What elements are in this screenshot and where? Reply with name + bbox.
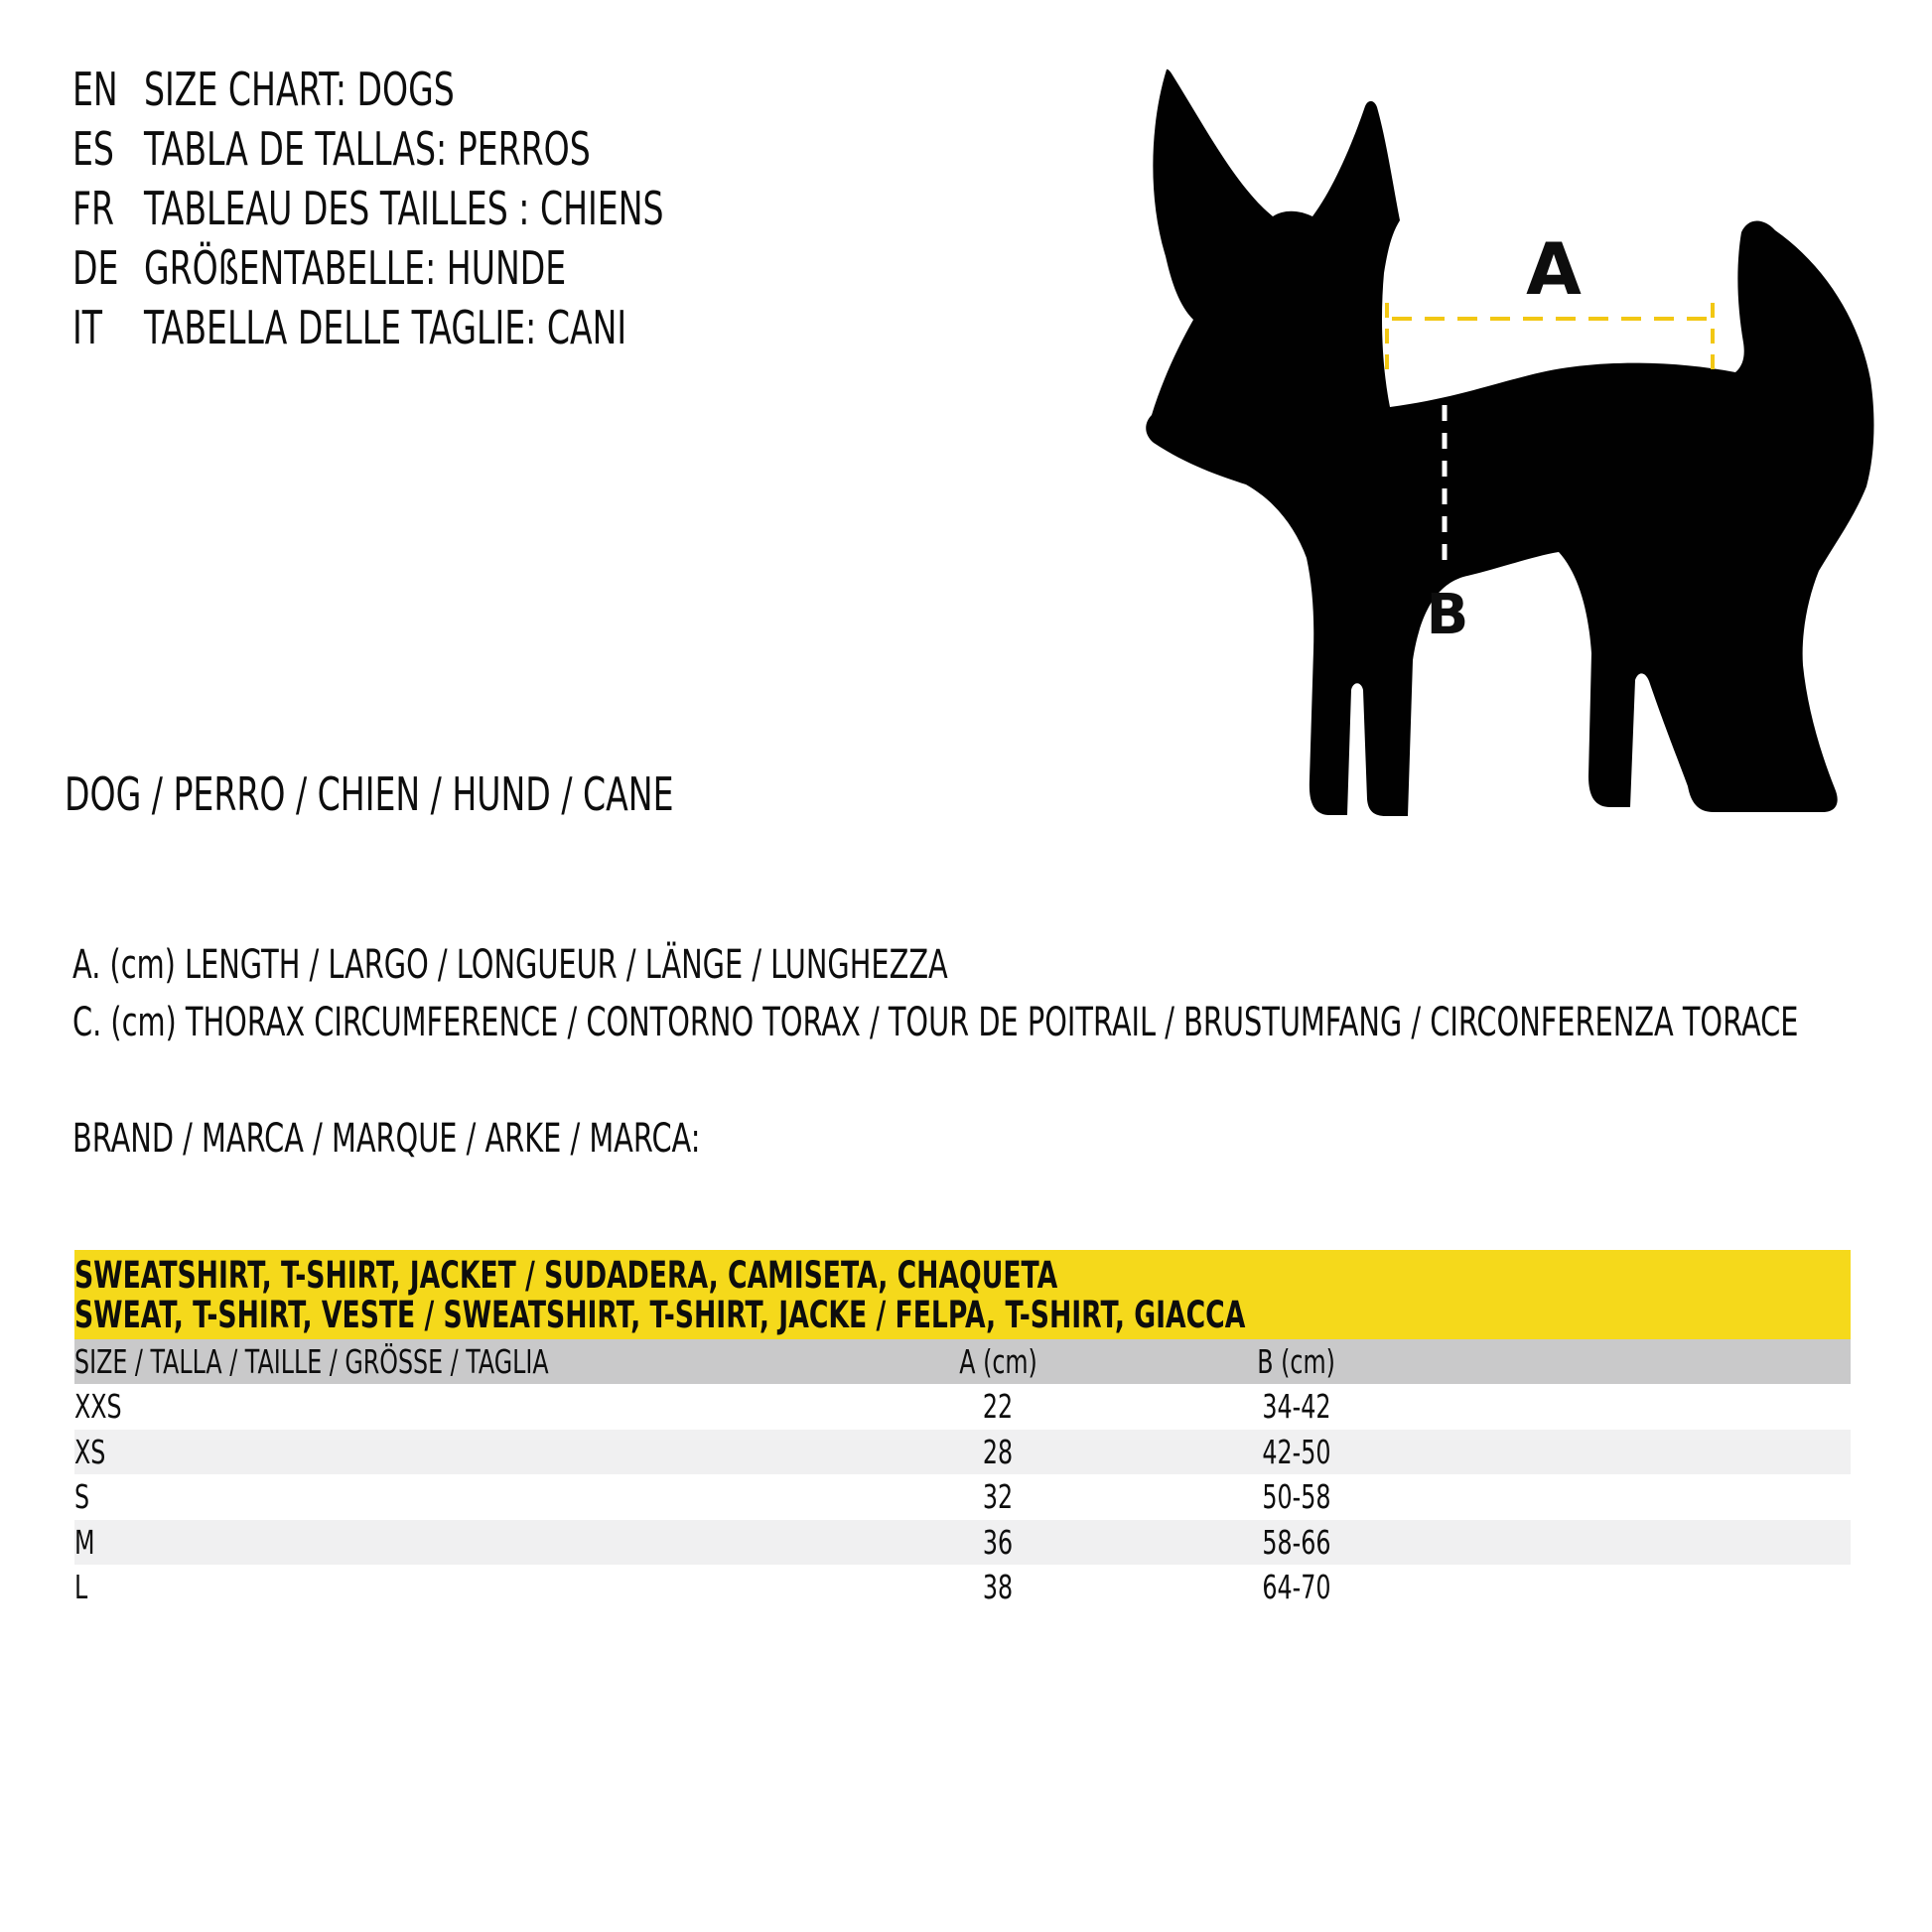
size-table-header: [74, 1339, 1851, 1384]
table-row-l: [74, 1565, 1851, 1610]
title-de: GRÖßENTABELLE: HUNDE: [144, 241, 567, 295]
marker-a-label: A: [1526, 227, 1582, 311]
table-row-xxs: [74, 1384, 1851, 1430]
lang-row-de: [72, 238, 866, 298]
column-header-a-cm: A (cm): [958, 1342, 1037, 1381]
a-value: 36: [983, 1522, 1014, 1562]
a-value: 32: [983, 1477, 1014, 1517]
lang-row-en: [72, 60, 866, 119]
lang-code-es: ES: [72, 122, 114, 176]
garment-types-line2: SWEAT, T-SHIRT, VESTE / SWEATSHIRT, T-SHIRT, JACKE / FELPA, T-SHIRT, GIACCA: [74, 1293, 1246, 1336]
garment-type-band: [74, 1250, 1851, 1339]
a-value: 38: [983, 1568, 1014, 1607]
language-title-list: [72, 60, 866, 357]
b-value: 50-58: [1262, 1477, 1331, 1517]
legend-thorax-line: C. (cm) THORAX CIRCUMFERENCE / CONTORNO TORAX / TOUR DE POITRAIL / BRUSTUMFANG / CIRCONFERENZA TORACE: [72, 1000, 1799, 1045]
lang-code-en: EN: [72, 63, 118, 116]
size-value: L: [74, 1568, 88, 1607]
animal-caption: DOG / PERRO / CHIEN / HUND / CANE: [65, 767, 674, 821]
a-value: 28: [983, 1432, 1014, 1471]
table-row-m: [74, 1520, 1851, 1566]
size-value: S: [74, 1477, 90, 1517]
lang-code-fr: FR: [72, 182, 115, 235]
dog-measurement-diagram: [1092, 30, 1886, 834]
column-header-b-cm: B (cm): [1257, 1342, 1336, 1381]
a-value: 22: [983, 1387, 1014, 1427]
b-value: 64-70: [1262, 1568, 1331, 1607]
column-header-size: SIZE / TALLA / TAILLE / GRÖSSE / TAGLIA: [74, 1342, 549, 1381]
table-row-xs: [74, 1430, 1851, 1475]
title-es: TABLA DE TALLAS: PERROS: [144, 122, 591, 176]
title-it: TABELLA DELLE TAGLIE: CANI: [144, 301, 627, 354]
marker-b-label: B: [1426, 583, 1469, 647]
lang-code-it: IT: [72, 301, 103, 354]
title-fr: TABLEAU DES TAILLES : CHIENS: [144, 182, 664, 235]
lang-row-fr: [72, 179, 866, 238]
title-en: SIZE CHART: DOGS: [144, 63, 455, 116]
size-value: XS: [74, 1432, 106, 1471]
legend-length-line: A. (cm) LENGTH / LARGO / LONGUEUR / LÄNGE / LUNGHEZZA: [72, 942, 948, 988]
lang-row-es: [72, 119, 866, 179]
garment-types-line1: SWEATSHIRT, T-SHIRT, JACKET / SUDADERA, CAMISETA, CHAQUETA: [74, 1253, 1058, 1297]
table-row-s: [74, 1474, 1851, 1520]
brand-label: BRAND / MARCA / MARQUE / ARKE / MARCA:: [72, 1116, 701, 1162]
b-value: 34-42: [1262, 1387, 1331, 1427]
size-value: XXS: [74, 1387, 122, 1427]
b-value: 42-50: [1262, 1432, 1331, 1471]
lang-code-de: DE: [72, 241, 119, 295]
size-value: M: [74, 1522, 95, 1562]
b-value: 58-66: [1262, 1522, 1331, 1562]
size-table-body: [74, 1384, 1851, 1610]
measurement-legend: [72, 936, 1932, 1051]
lang-row-it: [72, 298, 866, 357]
dog-silhouette: [1146, 69, 1873, 816]
